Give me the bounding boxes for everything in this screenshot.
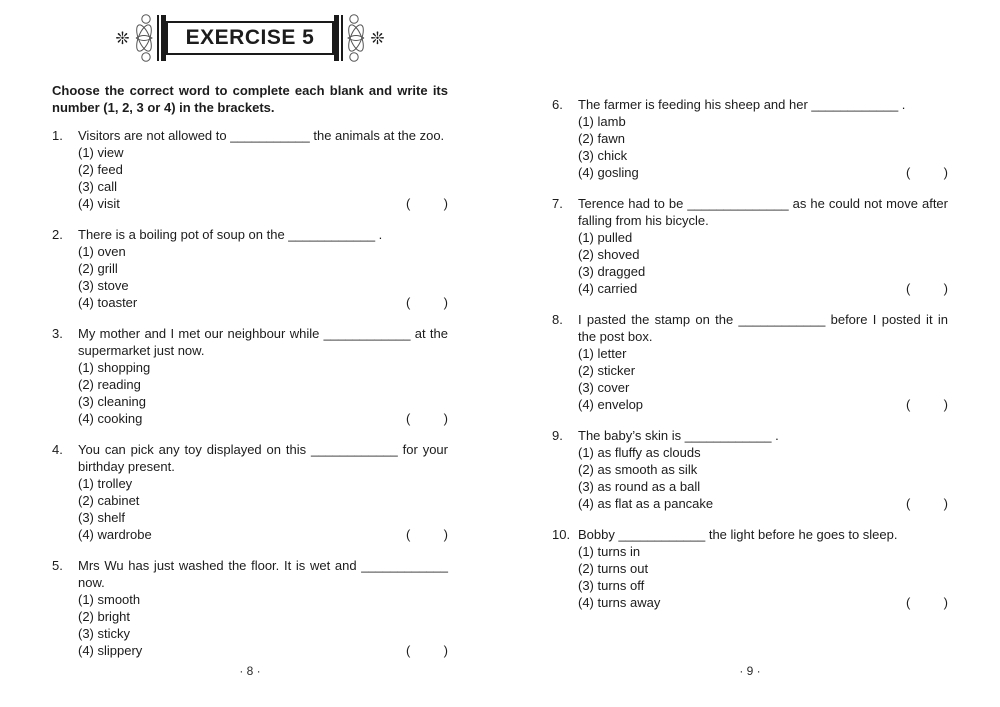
bracket-left: (: [906, 397, 911, 412]
answer-bracket: [906, 164, 948, 181]
question-body: [578, 195, 948, 297]
question: [52, 325, 448, 427]
question-list-left: [52, 127, 448, 659]
option-label: (4) cooking: [78, 411, 143, 426]
option-label: (4) wardrobe: [78, 527, 152, 542]
question-text: Visitors are not allowed to ___________ the animals at the zoo.: [78, 128, 445, 143]
question-body: [578, 311, 948, 413]
option-label: (1) turns in: [578, 544, 641, 559]
option-label: (2) shoved: [578, 247, 640, 262]
option-row: [578, 362, 948, 379]
bracket-left: (: [906, 496, 911, 511]
option-row: [78, 359, 448, 376]
option-label: (3) as round as a ball: [578, 479, 701, 494]
option-row: [78, 178, 448, 195]
question-number: 1.: [52, 128, 63, 143]
question-number: 5.: [52, 558, 63, 573]
question: [52, 226, 448, 311]
question-body: [578, 427, 948, 512]
question-number: 3.: [52, 326, 63, 341]
bracket-right: ): [943, 595, 948, 610]
option-row: [578, 478, 948, 495]
option-row: [78, 393, 448, 410]
question-body: [578, 526, 948, 611]
page-number-left: · 8 ·: [239, 664, 261, 678]
option-row: [78, 144, 448, 161]
bracket-right: ): [943, 397, 948, 412]
question: [552, 311, 948, 413]
bracket-left: (: [906, 165, 911, 180]
option-label: (2) as smooth as silk: [578, 462, 698, 477]
option-label: (2) cabinet: [78, 493, 140, 508]
question-text: You can pick any toy displayed on this ____________ for your birthday present.: [78, 442, 448, 474]
option-label: (2) feed: [78, 162, 123, 177]
question-text: The farmer is feeding his sheep and her ____________ .: [578, 97, 906, 112]
option-row: [578, 280, 948, 297]
option-label: (2) fawn: [578, 131, 625, 146]
bracket-right: ): [443, 295, 448, 310]
option-row: [578, 164, 948, 181]
answer-bracket: [406, 195, 448, 212]
option-label: (4) toaster: [78, 295, 138, 310]
question-text: Mrs Wu has just washed the floor. It is wet and ____________ now.: [78, 558, 448, 590]
right-column: [552, 96, 948, 625]
option-label: (1) pulled: [578, 230, 633, 245]
left-column: [52, 82, 448, 673]
question-body: [78, 441, 448, 543]
option-row: [578, 444, 948, 461]
option-label: (3) shelf: [78, 510, 125, 525]
question-list-right: [552, 96, 948, 611]
option-row: [578, 396, 948, 413]
question: [552, 427, 948, 512]
question-text: I pasted the stamp on the ____________ before I posted it in the post box.: [578, 312, 948, 344]
question: [552, 96, 948, 181]
question: [52, 127, 448, 212]
option-row: [78, 509, 448, 526]
question-text: Bobby ____________ the light before he goes to sleep.: [578, 527, 898, 542]
answer-bracket: [406, 642, 448, 659]
option-label: (3) call: [78, 179, 118, 194]
bracket-left: (: [406, 411, 411, 426]
option-row: [78, 294, 448, 311]
answer-bracket: [406, 294, 448, 311]
bracket-right: ): [943, 165, 948, 180]
option-row: [578, 229, 948, 246]
bracket-left: (: [406, 196, 411, 211]
bracket-right: ): [443, 643, 448, 658]
option-label: (2) sticker: [578, 363, 636, 378]
option-label: (1) letter: [578, 346, 627, 361]
option-row: [578, 130, 948, 147]
bracket-right: ): [443, 527, 448, 542]
question: [52, 441, 448, 543]
option-row: [78, 475, 448, 492]
snowflake-icon: ❊: [115, 28, 130, 48]
answer-bracket: [406, 526, 448, 543]
question: [552, 526, 948, 611]
exercise-title: EXERCISE 5: [166, 21, 335, 55]
question-text: Terence had to be ______________ as he could not move after falling from his bicycle.: [578, 196, 948, 228]
option-row: [78, 642, 448, 659]
question-number: 2.: [52, 227, 63, 242]
question-body: [78, 226, 448, 311]
option-label: (4) gosling: [578, 165, 639, 180]
option-label: (1) shopping: [78, 360, 151, 375]
option-row: [578, 113, 948, 130]
option-row: [578, 147, 948, 164]
option-label: (1) as fluffy as clouds: [578, 445, 701, 460]
option-row: [78, 195, 448, 212]
bracket-left: (: [406, 527, 411, 542]
option-row: [78, 625, 448, 642]
option-label: (3) cover: [578, 380, 630, 395]
option-label: (1) trolley: [78, 476, 133, 491]
bracket-right: ): [443, 196, 448, 211]
option-row: [578, 577, 948, 594]
option-label: (4) turns away: [578, 595, 661, 610]
option-row: [578, 543, 948, 560]
question-number: 9.: [552, 428, 563, 443]
page-number-right: · 9 ·: [739, 664, 761, 678]
answer-bracket: [406, 410, 448, 427]
option-row: [78, 492, 448, 509]
option-row: [78, 243, 448, 260]
option-row: [578, 461, 948, 478]
question-number: 10.: [552, 527, 571, 542]
option-label: (3) chick: [578, 148, 628, 163]
option-row: [78, 410, 448, 427]
scroll-ornament-icon: [343, 12, 369, 64]
option-label: (3) cleaning: [78, 394, 146, 409]
option-label: (4) envelop: [578, 397, 644, 412]
question-text: There is a boiling pot of soup on the ____________ .: [78, 227, 383, 242]
bracket-right: ): [943, 496, 948, 511]
option-label: (2) grill: [78, 261, 118, 276]
answer-bracket: [906, 495, 948, 512]
option-row: [78, 260, 448, 277]
option-row: [578, 345, 948, 362]
option-label: (2) bright: [78, 609, 131, 624]
question-number: 7.: [552, 196, 563, 211]
option-row: [78, 526, 448, 543]
option-row: [578, 263, 948, 280]
option-row: [578, 594, 948, 611]
bracket-right: ): [943, 281, 948, 296]
option-label: (1) view: [78, 145, 124, 160]
answer-bracket: [906, 594, 948, 611]
option-label: (4) carried: [578, 281, 638, 296]
question-body: [78, 557, 448, 659]
question: [552, 195, 948, 297]
option-row: [578, 379, 948, 396]
option-label: (3) sticky: [78, 626, 130, 641]
bracket-right: ): [443, 411, 448, 426]
option-row: [578, 246, 948, 263]
scroll-ornament-icon: [131, 12, 157, 64]
snowflake-icon: ❊: [370, 28, 385, 48]
option-label: (1) oven: [78, 244, 126, 259]
bracket-left: (: [406, 643, 411, 658]
question-body: [578, 96, 948, 181]
answer-bracket: [906, 280, 948, 297]
header-rule-right: [334, 15, 343, 61]
option-label: (1) smooth: [78, 592, 141, 607]
instructions-text: Choose the correct word to complete each blank and write its number (1, 2, 3 or 4) in the brackets.: [52, 83, 448, 115]
question-number: 6.: [552, 97, 563, 112]
option-label: (4) visit: [78, 196, 120, 211]
option-label: (3) turns off: [578, 578, 645, 593]
header-rule-left: [157, 15, 166, 61]
option-label: (2) reading: [78, 377, 141, 392]
question-body: [78, 127, 448, 212]
exercise-header: [0, 12, 500, 64]
option-label: (1) lamb: [578, 114, 626, 129]
bracket-left: (: [906, 595, 911, 610]
bracket-left: (: [406, 295, 411, 310]
question-body: [78, 325, 448, 427]
option-row: [78, 277, 448, 294]
question: [52, 557, 448, 659]
question-number: 8.: [552, 312, 563, 327]
answer-bracket: [906, 396, 948, 413]
option-label: (4) as flat as a pancake: [578, 496, 714, 511]
option-row: [578, 560, 948, 577]
question-text: The baby’s skin is ____________ .: [578, 428, 779, 443]
option-label: (3) dragged: [578, 264, 646, 279]
question-text: My mother and I met our neighbour while ____________ at the supermarket just now.: [78, 326, 448, 358]
option-row: [78, 161, 448, 178]
option-label: (3) stove: [78, 278, 129, 293]
question-number: 4.: [52, 442, 63, 457]
option-label: (2) turns out: [578, 561, 649, 576]
option-row: [78, 608, 448, 625]
option-row: [78, 591, 448, 608]
bracket-left: (: [906, 281, 911, 296]
option-row: [78, 376, 448, 393]
option-row: [578, 495, 948, 512]
option-label: (4) slippery: [78, 643, 143, 658]
